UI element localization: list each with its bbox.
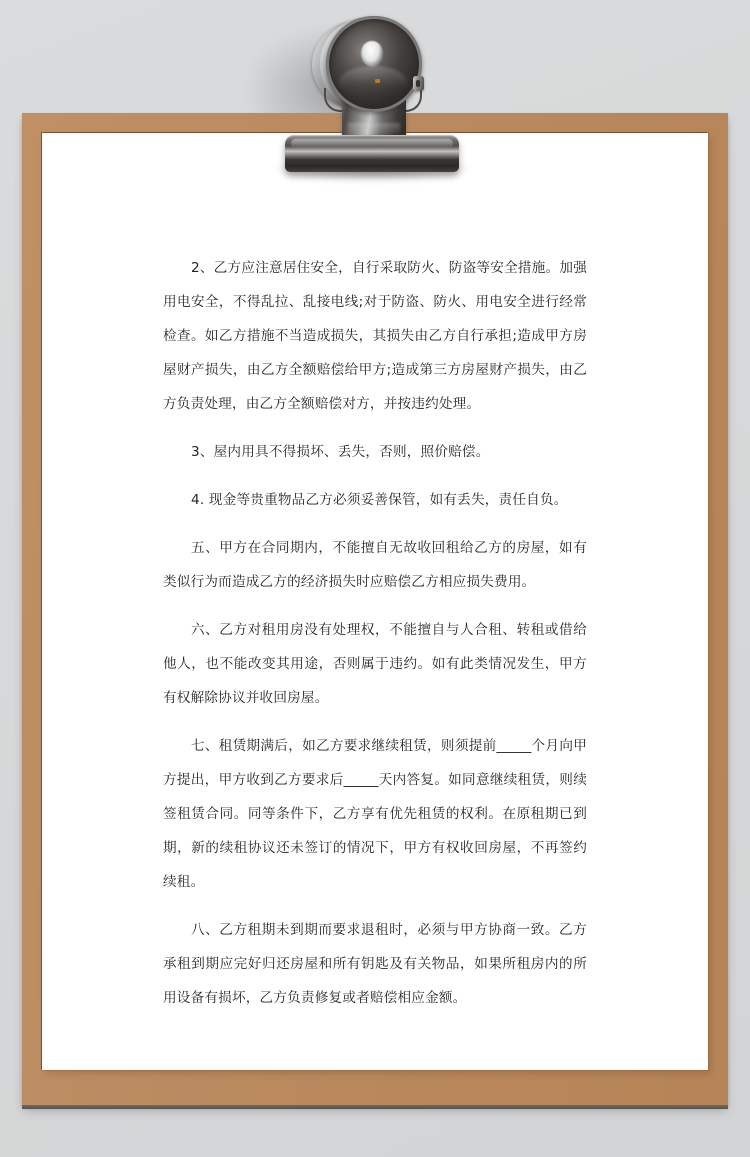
clause-paragraph: 4. 现金等贵重物品乙方必须妥善保管，如有丢失，责任自负。 [191,492,568,508]
clause-paragraph: 3、屋内用具不得损坏、丢失，否则，照价赔偿。 [191,444,490,460]
clipboard-board [22,113,728,1105]
clause-paragraph: 六、乙方对租用房没有处理权，不能擅自与人合租、转租或借给他人，也不能改变其用途，否则属于违约。如有此类情况发生，甲方有权解除协议并收回房屋。 [163,622,587,706]
clause-paragraph: 八、乙方租期未到期而要求退租时，必须与甲方协商一致。乙方承租到期应完好归还房屋和所有钥匙及有关物品，如果所租房内的所用设备有损坏，乙方负责修复或者赔偿相应金额。 [163,922,587,1006]
clip-pivot-lug [413,76,424,91]
clause-paragraph: 2、乙方应注意居住安全，自行采取防火、防盗等安全措施。加强用电安全，不得乱拉、乱接电线;对于防盗、防火、用电安全进行经常检查。如乙方措施不当造成损失，其损失由乙方自行承担;造成甲方房屋财产损失，由乙方全额赔偿给甲方;造成第三方房屋财产损失，由乙方负责处理，由乙方全额赔偿对方，并按违约处理。 [163,260,587,412]
document-paper [42,133,708,1070]
document-body [163,251,587,1015]
clip-spring-barrel [326,16,422,112]
clause-paragraph: 七、租赁期满后，如乙方要求继续租赁，则须提前_____个月向甲方提出，甲方收到乙方要求后_____天内答复。如同意继续租赁，则续签租赁合同。同等条件下，乙方享有优先租赁的权利。在原租期已到期，新的续租协议还未签订的情况下，甲方有权收回房屋，不再签约续租。 [163,738,587,890]
clip-press-bar [285,135,459,172]
bulldog-clip-icon [282,16,462,176]
clause-paragraph: 五、甲方在合同期内，不能擅自无故收回租给乙方的房屋，如有类似行为而造成乙方的经济损失时应赔偿乙方相应损失费用。 [163,540,587,590]
clip-highlight-dot [375,79,380,83]
